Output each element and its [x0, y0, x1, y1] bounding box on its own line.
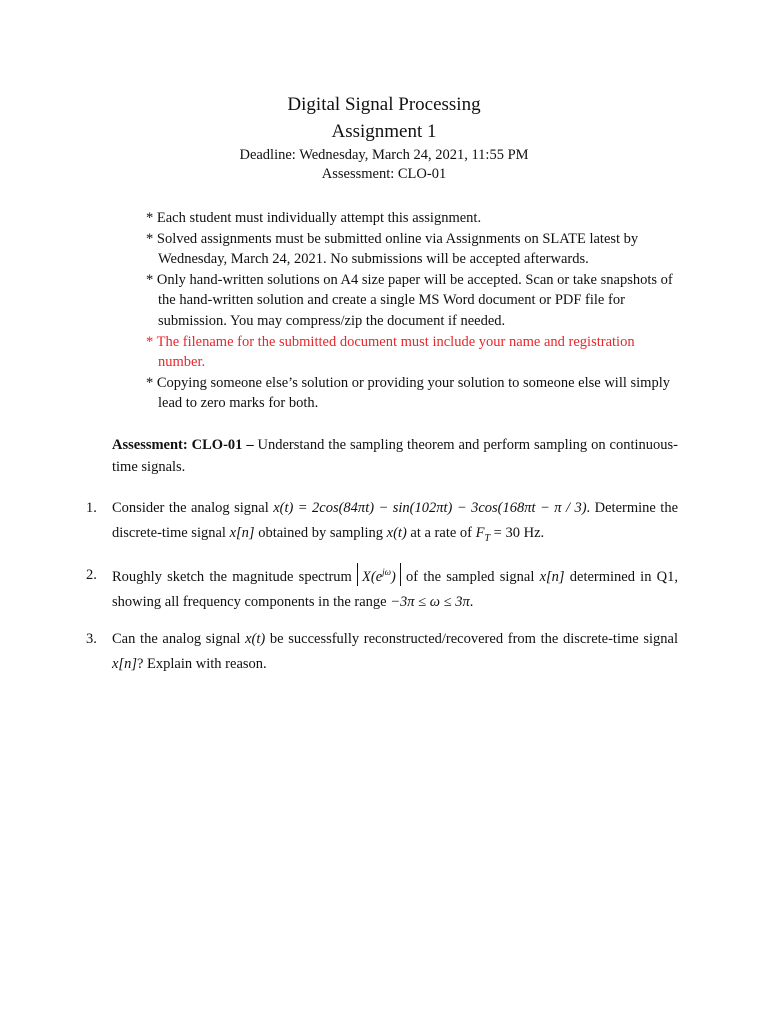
- question-number: 1.: [86, 500, 97, 516]
- deadline-line: Deadline: Wednesday, March 24, 2021, 11:55 PM: [239, 147, 529, 163]
- instructions-list: [146, 208, 676, 414]
- document-header: [0, 92, 768, 184]
- sampling-rate-subscript: T: [484, 532, 491, 544]
- question-text-segment: obtained by sampling: [254, 525, 387, 541]
- assessment-text: Understand the sampling theorem and perform sampling on continuous-time signals.: [112, 437, 678, 475]
- magnitude-spectrum-symbol: [357, 563, 401, 586]
- spectrum-exponent: jω: [382, 566, 392, 577]
- question-item: [86, 563, 678, 615]
- assessment-paragraph: [112, 434, 678, 478]
- question-text: [112, 496, 678, 551]
- instruction-item: * Each student must individually attempt this assignment.: [146, 210, 482, 226]
- question-text-segment: of the sampled signal: [400, 568, 540, 585]
- math-xt: x(t): [386, 525, 407, 541]
- question-number: 3.: [86, 630, 97, 647]
- math-xn: x[n]: [229, 525, 255, 541]
- question-text: [112, 563, 678, 615]
- spectrum-base: X(e: [362, 568, 383, 585]
- sampling-rate-symbol: [475, 525, 520, 544]
- question-item: [86, 496, 678, 551]
- instruction-item: * Solved assignments must be submitted online via Assignments on SLATE latest by Wednesday, March 24, 2021. No submissions will be accepted afterwards.: [146, 230, 639, 268]
- question-text-segment: Roughly sketch the magnitude spectrum: [112, 568, 358, 585]
- question-number: 2.: [86, 566, 97, 583]
- instruction-item: * Copying someone else’s solution or providing your solution to someone else will simply lead to zero marks for both.: [146, 374, 670, 412]
- question-text-segment: at a rate of: [406, 525, 476, 541]
- question-text-segment: Can the analog signal: [112, 630, 246, 647]
- assessment-label: Assessment: CLO-01 –: [112, 437, 254, 453]
- question-text-segment: .: [469, 593, 474, 610]
- math-xn: x[n]: [112, 655, 137, 672]
- question-item: [86, 627, 678, 677]
- question-text: [112, 627, 678, 677]
- question-text-segment: be successfully reconstructed/recovered from the discrete-time signal: [265, 630, 679, 647]
- question-text-segment: Consider the analog signal: [112, 500, 274, 516]
- document-subtitle: Assignment 1: [331, 121, 437, 142]
- math-xn: x[n]: [539, 568, 565, 585]
- spectrum-close: ): [391, 568, 396, 585]
- instruction-item: * Only hand-written solutions on A4 size paper will be accepted. Scan or take snapshots of the hand-written solution and create a single MS Word document or PDF file for submission. You may compress/zip the document if needed.: [146, 271, 673, 329]
- question-text-segment: ? Explain with reason.: [136, 655, 267, 672]
- question-text-segment: . Determine the discrete-time signal: [112, 500, 678, 541]
- questions-list: [86, 496, 678, 677]
- signal-equation: x(t) = 2cos(84πt) − sin(102πt) − 3cos(168πt − π / 3): [273, 500, 587, 516]
- frequency-range: −3π ≤ ω ≤ 3π: [390, 593, 470, 610]
- document-title: Digital Signal Processing: [287, 94, 481, 115]
- question-text-segment: determined in Q1, showing all frequency components in the range: [112, 568, 678, 610]
- sampling-rate-letter: F: [475, 525, 485, 541]
- sampling-rate-value: = 30: [490, 525, 520, 541]
- instruction-item-highlighted: * The filename for the submitted document must include your name and registration number.: [146, 333, 635, 371]
- math-xt: x(t): [245, 630, 266, 647]
- assessment-line: Assessment: CLO-01: [321, 166, 447, 182]
- question-text-segment: Hz.: [519, 525, 545, 541]
